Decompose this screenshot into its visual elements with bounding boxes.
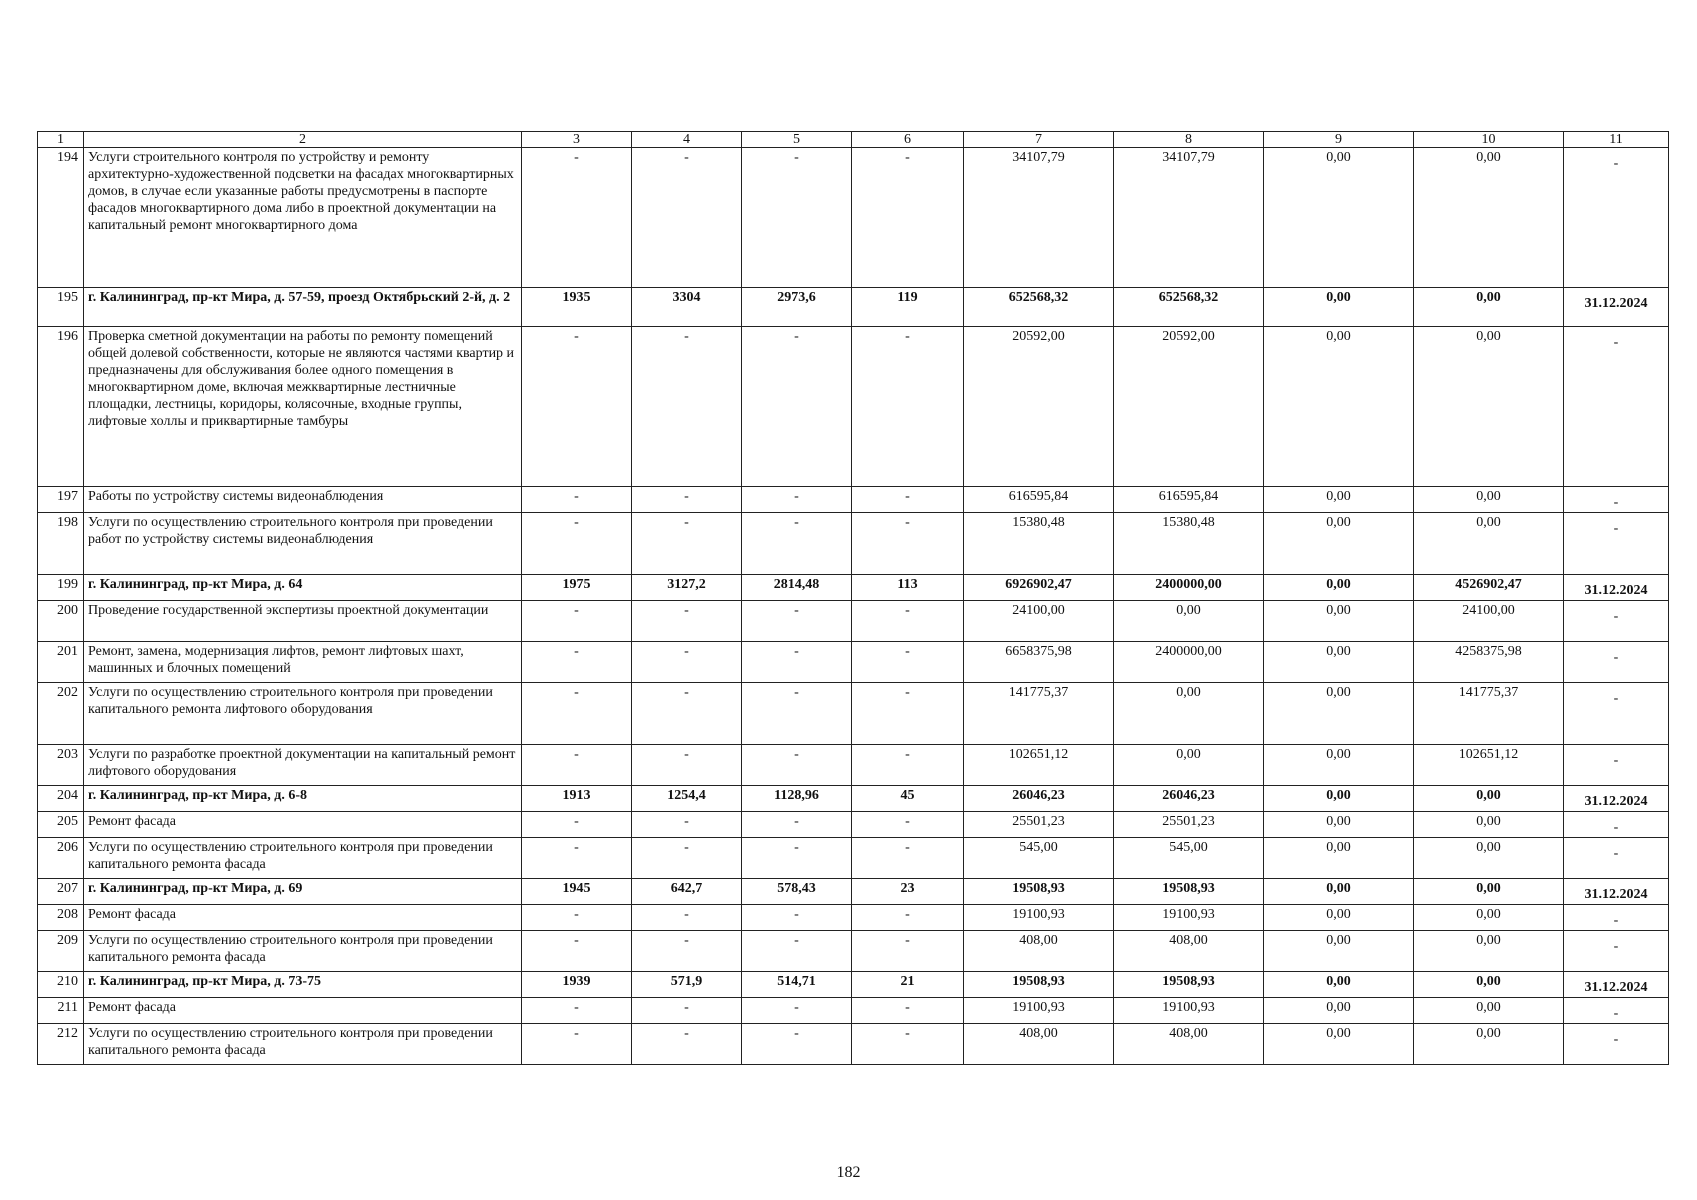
- completion-date: 31.12.2024: [1564, 786, 1669, 812]
- budget-amount: 0,00: [1264, 575, 1414, 601]
- row-number: 199: [38, 575, 84, 601]
- total-area: -: [632, 838, 742, 879]
- address-row: [38, 575, 1669, 601]
- completion-date: -: [1564, 327, 1669, 487]
- total-cost: 15380,48: [964, 513, 1114, 575]
- description: г. Калининград, пр-кт Мира, д. 6-8: [84, 786, 522, 812]
- other-sources-amount: 0,00: [1414, 327, 1564, 487]
- year-built: 1945: [522, 879, 632, 905]
- work-item-row: [38, 905, 1669, 931]
- total-area: -: [632, 1024, 742, 1065]
- row-number: 212: [38, 1024, 84, 1065]
- residential-area: -: [742, 812, 852, 838]
- column-number: 4: [632, 132, 742, 148]
- total-area: -: [632, 745, 742, 786]
- row-number: 205: [38, 812, 84, 838]
- residents-count: -: [852, 487, 964, 513]
- residential-area: -: [742, 642, 852, 683]
- other-sources-amount: 24100,00: [1414, 601, 1564, 642]
- description: г. Калининград, пр-кт Мира, д. 69: [84, 879, 522, 905]
- year-built: 1975: [522, 575, 632, 601]
- address-row: [38, 879, 1669, 905]
- completion-date: 31.12.2024: [1564, 575, 1669, 601]
- residents-count: -: [852, 905, 964, 931]
- column-number: 8: [1114, 132, 1264, 148]
- total-area: -: [632, 931, 742, 972]
- completion-date: -: [1564, 998, 1669, 1024]
- budget-amount: 0,00: [1264, 998, 1414, 1024]
- year-built: -: [522, 838, 632, 879]
- description: г. Калининград, пр-кт Мира, д. 64: [84, 575, 522, 601]
- other-sources-amount: 0,00: [1414, 786, 1564, 812]
- residential-area: -: [742, 148, 852, 288]
- row-number: 208: [38, 905, 84, 931]
- total-area: 1254,4: [632, 786, 742, 812]
- column-number: 10: [1414, 132, 1564, 148]
- total-cost: 6658375,98: [964, 642, 1114, 683]
- residential-area: 2973,6: [742, 288, 852, 327]
- year-built: -: [522, 1024, 632, 1065]
- fund-amount: 19508,93: [1114, 879, 1264, 905]
- residents-count: 113: [852, 575, 964, 601]
- total-area: -: [632, 487, 742, 513]
- work-item-row: [38, 812, 1669, 838]
- total-cost: 25501,23: [964, 812, 1114, 838]
- residents-count: -: [852, 998, 964, 1024]
- budget-amount: 0,00: [1264, 148, 1414, 288]
- residential-area: 514,71: [742, 972, 852, 998]
- description: Проверка сметной документации на работы по ремонту помещений общей долевой собственности, которые не являются частями квартир и предназначены для обслуживания более одного помещения в многоквартирном доме, включая межквартирные лестничные площадки, лестницы, коридоры, колясочные, входные группы, лифтовые холлы и приквартирные тамбуры: [84, 327, 522, 487]
- other-sources-amount: 0,00: [1414, 905, 1564, 931]
- residents-count: -: [852, 812, 964, 838]
- total-cost: 6926902,47: [964, 575, 1114, 601]
- completion-date: -: [1564, 838, 1669, 879]
- fund-amount: 545,00: [1114, 838, 1264, 879]
- total-area: -: [632, 812, 742, 838]
- total-cost: 19100,93: [964, 998, 1114, 1024]
- work-item-row: [38, 513, 1669, 575]
- year-built: 1913: [522, 786, 632, 812]
- budget-amount: 0,00: [1264, 812, 1414, 838]
- other-sources-amount: 0,00: [1414, 288, 1564, 327]
- year-built: -: [522, 148, 632, 288]
- column-number: 1: [38, 132, 84, 148]
- residents-count: 45: [852, 786, 964, 812]
- address-row: [38, 288, 1669, 327]
- budget-amount: 0,00: [1264, 879, 1414, 905]
- description: Ремонт, замена, модернизация лифтов, ремонт лифтовых шахт, машинных и блочных помещений: [84, 642, 522, 683]
- capital-repair-table: [37, 131, 1669, 1065]
- residential-area: -: [742, 998, 852, 1024]
- residential-area: -: [742, 745, 852, 786]
- year-built: -: [522, 513, 632, 575]
- row-number: 202: [38, 683, 84, 745]
- budget-amount: 0,00: [1264, 972, 1414, 998]
- column-number: 3: [522, 132, 632, 148]
- budget-amount: 0,00: [1264, 327, 1414, 487]
- total-cost: 141775,37: [964, 683, 1114, 745]
- description: Ремонт фасада: [84, 998, 522, 1024]
- row-number: 198: [38, 513, 84, 575]
- total-cost: 408,00: [964, 1024, 1114, 1065]
- other-sources-amount: 102651,12: [1414, 745, 1564, 786]
- fund-amount: 0,00: [1114, 601, 1264, 642]
- other-sources-amount: 0,00: [1414, 879, 1564, 905]
- work-item-row: [38, 642, 1669, 683]
- work-item-row: [38, 327, 1669, 487]
- description: Работы по устройству системы видеонаблюдения: [84, 487, 522, 513]
- year-built: -: [522, 487, 632, 513]
- year-built: -: [522, 642, 632, 683]
- description: Услуги по разработке проектной документации на капитальный ремонт лифтового оборудования: [84, 745, 522, 786]
- completion-date: -: [1564, 812, 1669, 838]
- completion-date: -: [1564, 683, 1669, 745]
- row-number: 207: [38, 879, 84, 905]
- total-area: -: [632, 905, 742, 931]
- description: Проведение государственной экспертизы проектной документации: [84, 601, 522, 642]
- description: Услуги строительного контроля по устройству и ремонту архитектурно-художественной подсветки на фасадах многоквартирных домов, в случае если указанные работы предусмотрены в паспорте фасадов многоквартирного дома либо в проектной документации на капитальный ремонт многоквартирного дома: [84, 148, 522, 288]
- fund-amount: 26046,23: [1114, 786, 1264, 812]
- fund-amount: 15380,48: [1114, 513, 1264, 575]
- row-number: 196: [38, 327, 84, 487]
- residents-count: -: [852, 148, 964, 288]
- residential-area: -: [742, 513, 852, 575]
- row-number: 204: [38, 786, 84, 812]
- other-sources-amount: 0,00: [1414, 487, 1564, 513]
- residents-count: -: [852, 513, 964, 575]
- column-number: 2: [84, 132, 522, 148]
- residential-area: -: [742, 838, 852, 879]
- completion-date: 31.12.2024: [1564, 288, 1669, 327]
- residents-count: -: [852, 838, 964, 879]
- work-item-row: [38, 838, 1669, 879]
- year-built: -: [522, 905, 632, 931]
- address-row: [38, 972, 1669, 998]
- other-sources-amount: 0,00: [1414, 972, 1564, 998]
- total-area: 3304: [632, 288, 742, 327]
- year-built: -: [522, 745, 632, 786]
- residential-area: 1128,96: [742, 786, 852, 812]
- description: Ремонт фасада: [84, 905, 522, 931]
- row-number: 203: [38, 745, 84, 786]
- completion-date: -: [1564, 1024, 1669, 1065]
- completion-date: -: [1564, 642, 1669, 683]
- other-sources-amount: 141775,37: [1414, 683, 1564, 745]
- completion-date: -: [1564, 931, 1669, 972]
- completion-date: -: [1564, 745, 1669, 786]
- row-number: 210: [38, 972, 84, 998]
- other-sources-amount: 0,00: [1414, 1024, 1564, 1065]
- residents-count: 119: [852, 288, 964, 327]
- other-sources-amount: 0,00: [1414, 998, 1564, 1024]
- column-number: 7: [964, 132, 1114, 148]
- row-number: 211: [38, 998, 84, 1024]
- column-number: 6: [852, 132, 964, 148]
- residential-area: 2814,48: [742, 575, 852, 601]
- total-area: -: [632, 642, 742, 683]
- row-number: 194: [38, 148, 84, 288]
- page-number: 182: [836, 1164, 861, 1181]
- residents-count: -: [852, 931, 964, 972]
- residential-area: -: [742, 931, 852, 972]
- fund-amount: 408,00: [1114, 1024, 1264, 1065]
- work-item-row: [38, 1024, 1669, 1065]
- fund-amount: 19100,93: [1114, 998, 1264, 1024]
- total-area: -: [632, 327, 742, 487]
- year-built: -: [522, 998, 632, 1024]
- total-area: -: [632, 148, 742, 288]
- total-cost: 24100,00: [964, 601, 1114, 642]
- description: г. Калининград, пр-кт Мира, д. 73-75: [84, 972, 522, 998]
- column-number: 11: [1564, 132, 1669, 148]
- work-item-row: [38, 148, 1669, 288]
- total-cost: 20592,00: [964, 327, 1114, 487]
- budget-amount: 0,00: [1264, 1024, 1414, 1065]
- row-number: 195: [38, 288, 84, 327]
- completion-date: 31.12.2024: [1564, 879, 1669, 905]
- residential-area: -: [742, 1024, 852, 1065]
- column-number: 9: [1264, 132, 1414, 148]
- fund-amount: 20592,00: [1114, 327, 1264, 487]
- row-number: 200: [38, 601, 84, 642]
- total-area: 571,9: [632, 972, 742, 998]
- year-built: -: [522, 601, 632, 642]
- fund-amount: 2400000,00: [1114, 575, 1264, 601]
- fund-amount: 652568,32: [1114, 288, 1264, 327]
- other-sources-amount: 4258375,98: [1414, 642, 1564, 683]
- residents-count: 21: [852, 972, 964, 998]
- row-number: 206: [38, 838, 84, 879]
- year-built: -: [522, 812, 632, 838]
- residents-count: -: [852, 745, 964, 786]
- total-cost: 652568,32: [964, 288, 1114, 327]
- year-built: -: [522, 327, 632, 487]
- fund-amount: 34107,79: [1114, 148, 1264, 288]
- description: г. Калининград, пр-кт Мира, д. 57-59, проезд Октябрьский 2-й, д. 2: [84, 288, 522, 327]
- completion-date: -: [1564, 487, 1669, 513]
- fund-amount: 2400000,00: [1114, 642, 1264, 683]
- budget-amount: 0,00: [1264, 745, 1414, 786]
- budget-amount: 0,00: [1264, 487, 1414, 513]
- work-item-row: [38, 683, 1669, 745]
- description: Ремонт фасада: [84, 812, 522, 838]
- row-number: 201: [38, 642, 84, 683]
- completion-date: -: [1564, 148, 1669, 288]
- residential-area: -: [742, 905, 852, 931]
- total-area: 642,7: [632, 879, 742, 905]
- completion-date: -: [1564, 905, 1669, 931]
- work-item-row: [38, 601, 1669, 642]
- budget-amount: 0,00: [1264, 642, 1414, 683]
- other-sources-amount: 4526902,47: [1414, 575, 1564, 601]
- total-cost: 19100,93: [964, 905, 1114, 931]
- total-cost: 545,00: [964, 838, 1114, 879]
- year-built: 1939: [522, 972, 632, 998]
- residents-count: -: [852, 1024, 964, 1065]
- other-sources-amount: 0,00: [1414, 513, 1564, 575]
- total-area: -: [632, 513, 742, 575]
- description: Услуги по осуществлению строительного контроля при проведении капитального ремонта фасада: [84, 838, 522, 879]
- total-area: -: [632, 601, 742, 642]
- other-sources-amount: 0,00: [1414, 812, 1564, 838]
- budget-amount: 0,00: [1264, 931, 1414, 972]
- budget-amount: 0,00: [1264, 601, 1414, 642]
- budget-amount: 0,00: [1264, 905, 1414, 931]
- total-area: 3127,2: [632, 575, 742, 601]
- year-built: -: [522, 683, 632, 745]
- fund-amount: 25501,23: [1114, 812, 1264, 838]
- work-item-row: [38, 745, 1669, 786]
- residents-count: -: [852, 683, 964, 745]
- address-row: [38, 786, 1669, 812]
- residential-area: -: [742, 601, 852, 642]
- total-cost: 408,00: [964, 931, 1114, 972]
- residential-area: 578,43: [742, 879, 852, 905]
- column-number: 5: [742, 132, 852, 148]
- budget-amount: 0,00: [1264, 838, 1414, 879]
- description: Услуги по осуществлению строительного контроля при проведении капитального ремонта фасада: [84, 1024, 522, 1065]
- table-body: [38, 132, 1669, 1065]
- completion-date: -: [1564, 601, 1669, 642]
- residential-area: -: [742, 683, 852, 745]
- row-number: 197: [38, 487, 84, 513]
- residential-area: -: [742, 487, 852, 513]
- residents-count: -: [852, 601, 964, 642]
- completion-date: -: [1564, 513, 1669, 575]
- other-sources-amount: 0,00: [1414, 148, 1564, 288]
- residential-area: -: [742, 327, 852, 487]
- total-cost: 102651,12: [964, 745, 1114, 786]
- work-item-row: [38, 487, 1669, 513]
- total-area: -: [632, 683, 742, 745]
- total-cost: 26046,23: [964, 786, 1114, 812]
- fund-amount: 19100,93: [1114, 905, 1264, 931]
- description: Услуги по осуществлению строительного контроля при проведении работ по устройству системы видеонаблюдения: [84, 513, 522, 575]
- description: Услуги по осуществлению строительного контроля при проведении капитального ремонта фасада: [84, 931, 522, 972]
- budget-amount: 0,00: [1264, 288, 1414, 327]
- year-built: -: [522, 931, 632, 972]
- total-cost: 34107,79: [964, 148, 1114, 288]
- total-cost: 19508,93: [964, 879, 1114, 905]
- work-item-row: [38, 998, 1669, 1024]
- column-number-row: [38, 132, 1669, 148]
- row-number: 209: [38, 931, 84, 972]
- other-sources-amount: 0,00: [1414, 838, 1564, 879]
- total-area: -: [632, 998, 742, 1024]
- work-item-row: [38, 931, 1669, 972]
- completion-date: 31.12.2024: [1564, 972, 1669, 998]
- total-cost: 19508,93: [964, 972, 1114, 998]
- budget-amount: 0,00: [1264, 683, 1414, 745]
- total-cost: 616595,84: [964, 487, 1114, 513]
- fund-amount: 0,00: [1114, 683, 1264, 745]
- fund-amount: 0,00: [1114, 745, 1264, 786]
- description: Услуги по осуществлению строительного контроля при проведении капитального ремонта лифтового оборудования: [84, 683, 522, 745]
- fund-amount: 19508,93: [1114, 972, 1264, 998]
- fund-amount: 408,00: [1114, 931, 1264, 972]
- residents-count: -: [852, 642, 964, 683]
- residents-count: -: [852, 327, 964, 487]
- budget-amount: 0,00: [1264, 513, 1414, 575]
- other-sources-amount: 0,00: [1414, 931, 1564, 972]
- residents-count: 23: [852, 879, 964, 905]
- year-built: 1935: [522, 288, 632, 327]
- fund-amount: 616595,84: [1114, 487, 1264, 513]
- budget-amount: 0,00: [1264, 786, 1414, 812]
